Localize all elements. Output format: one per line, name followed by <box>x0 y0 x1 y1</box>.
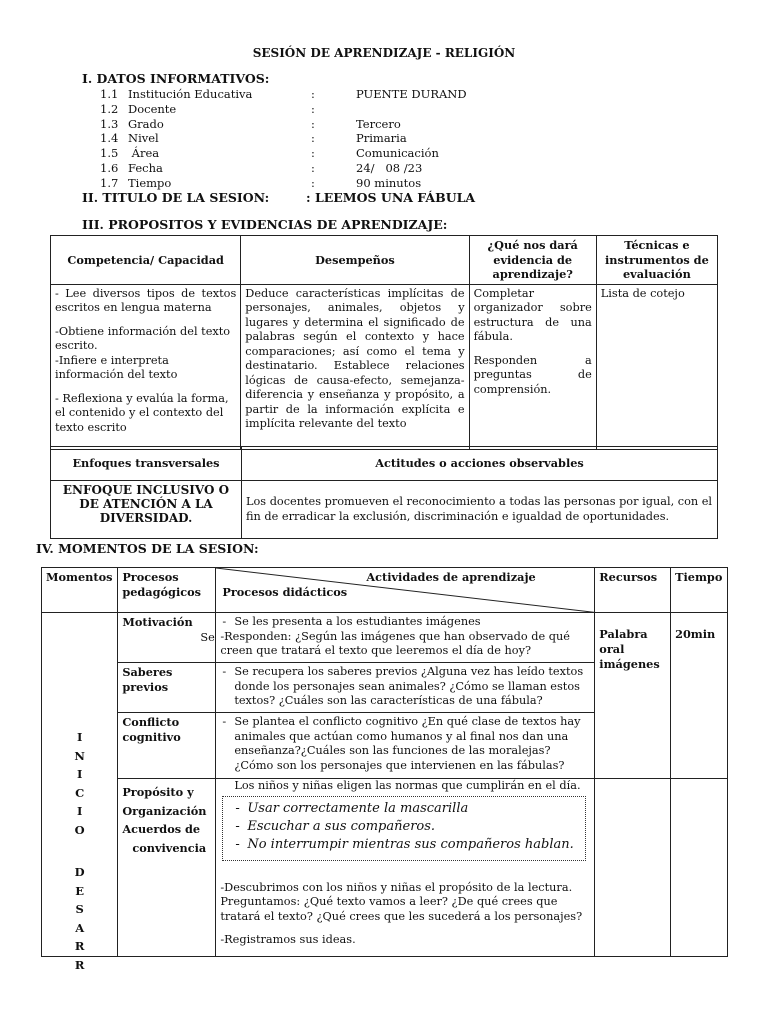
proposito-label-line: Organización <box>122 803 207 818</box>
saberes-cell <box>216 663 595 713</box>
competencia-item: - Lee diversos tipos de textos escritos en lengua materna <box>55 286 237 314</box>
header-evidencia: ¿Qué nos dará evidencia de aprendizaje? <box>469 236 596 285</box>
conflicto-label: Conflicto cognitivo <box>118 713 216 779</box>
actitud-cell: Los docentes promueven el reconocimiento a todas las personas por igual, con el fin de erradicar la exclusión, discriminación e igualdad de oportunidades. <box>242 481 718 539</box>
datos-separator: : <box>311 87 315 101</box>
proposito-p2: Preguntamos: ¿Qué texto vamos a leer? ¿De qué crees que tratará el texto? ¿Qué crees que les sucederá a los personajes? <box>220 895 583 923</box>
header-procesos: Procesos pedagógicos <box>118 568 216 613</box>
datos-separator: : <box>311 161 315 175</box>
datos-label: Área <box>128 146 160 161</box>
didacticos-label: Procesos didácticos <box>222 585 348 599</box>
evidencia-cell <box>469 284 596 449</box>
proposito-label-line: Acuerdos de <box>122 822 201 836</box>
proposito-label-line: convivencia <box>132 840 207 855</box>
proposito-p3: -Registramos sus ideas. <box>220 933 356 946</box>
actividades-label: Actividades de aprendizaje <box>366 570 536 584</box>
datos-num: 1.3 <box>100 116 119 131</box>
header-actitudes: Actitudes o acciones observables <box>242 447 718 481</box>
session-title-value: : LEEMOS UNA FÁBULA <box>306 190 476 205</box>
datos-value: Primaria <box>356 131 407 146</box>
evidencia-item: Completar organizador sobre estructura de una fábula. <box>473 286 592 343</box>
datos-num: 1.1 <box>100 87 119 101</box>
datos-label: Nivel <box>128 131 159 146</box>
header-tiempo: Tiempo <box>671 568 728 613</box>
motivacion-line2: -Responden: ¿Según las imágenes que han observado de qué creen que tratará el texto que leeremos el día de hoy? <box>220 629 570 657</box>
proposito-cell <box>216 779 595 957</box>
datos-value: Tercero <box>356 116 401 131</box>
enfoques-table <box>50 446 718 539</box>
recursos-empty <box>595 779 671 957</box>
evidencia-item: Responden a preguntas de comprensión. <box>473 353 592 396</box>
motivacion-prefix: Se <box>200 631 215 644</box>
momento-cell <box>42 613 118 972</box>
motivacion-label: Motivación <box>118 613 216 663</box>
proposito-p1: -Descubrimos con los niños y niñas el propósito de la lectura. <box>220 880 573 894</box>
datos-num: 1.4 <box>100 131 119 146</box>
tiempo-cell: 20min <box>671 613 728 779</box>
saberes-label: Saberes previos <box>118 663 216 713</box>
datos-label: Docente <box>128 101 177 116</box>
section3-heading: III. PROPOSITOS Y EVIDENCIAS DE APRENDIZAJE: <box>82 217 448 232</box>
datos-value: 24/ 08 /23 <box>356 161 423 175</box>
proposito-table <box>50 235 718 450</box>
desempenos-cell: Deduce características implícitas de personajes, animales, objetos y lugares y determina el significado de palabras según el contexto y hace comparaciones; así como el tema y destinatario. Establece relaciones lógicas de causa-efecto, semejanza-diferencia y enseñanza y propósito, a partir de la información explícita e implícita relevante del texto <box>241 284 469 449</box>
header-competencia: Competencia/ Capacidad <box>51 236 241 285</box>
header-enfoques: Enfoques transversales <box>51 447 242 481</box>
tecnicas-cell: Lista de cotejo <box>596 284 717 449</box>
saberes-text: - Se recupera los saberes previos ¿Alguna vez has leído textos donde los personajes sean animales? ¿Cómo se llaman estos textos? ¿Cuáles son las características de una fábula? <box>220 665 590 709</box>
datos-value: PUENTE DURAND <box>356 87 467 101</box>
page-title: SESIÓN DE APRENDIZAJE - RELIGIÓN <box>252 46 516 60</box>
header-momentos: Momentos <box>42 568 118 613</box>
conflicto-text: - Se plantea el conflicto cognitivo ¿En qué clase de textos hay animales que actúan como humanos y al final nos dan una enseñanza?¿Cuáles son las funciones de las moralejas? ¿Cómo son los personajes que intervienen en las fábulas? <box>220 715 590 773</box>
norma-item: - Escuchar a sus compañeros. <box>233 818 579 836</box>
datos-separator: : <box>311 116 315 131</box>
proposito-intro: Los niños y niñas eligen las normas que cumplirán en el día. <box>234 779 581 792</box>
proposito-label-line: Propósito y <box>122 785 194 799</box>
recursos-cell: Palabra oral imágenes <box>595 613 671 779</box>
datos-label: Institución Educativa <box>128 87 253 101</box>
datos-separator: : <box>311 101 315 116</box>
conflicto-cell <box>216 713 595 779</box>
momentos-table <box>41 567 728 972</box>
datos-num: 1.7 <box>100 175 119 190</box>
norma-item: - No interrumpir mientras sus compañeros hablan. <box>233 836 579 854</box>
datos-value: 90 minutos <box>356 175 422 190</box>
header-tecnicas: Técnicas e instrumentos de evaluación <box>596 236 717 285</box>
datos-label: Fecha <box>128 161 163 175</box>
datos-num: 1.6 <box>100 161 119 175</box>
proposito-label <box>118 779 216 957</box>
datos-separator: : <box>311 175 315 190</box>
datos-separator: : <box>311 146 315 161</box>
section2-heading: II. TITULO DE LA SESION: <box>82 190 270 205</box>
header-recursos: Recursos <box>595 568 671 613</box>
motivacion-line1: - Se les presenta a los estudiantes imágenes <box>220 615 590 630</box>
motivacion-cell <box>200 613 595 663</box>
header-actividades <box>216 568 595 613</box>
section4-heading: IV. MOMENTOS DE LA SESION: <box>36 541 259 556</box>
competencia-item: -Obtiene información del texto escrito. <box>55 324 231 352</box>
momento-desarrollo-label: D E S A R R <box>74 865 85 972</box>
datos-separator: : <box>311 131 315 146</box>
datos-label: Grado <box>128 116 164 131</box>
competencia-cell <box>51 284 241 449</box>
enfoque-cell: ENFOQUE INCLUSIVO O DE ATENCIÓN A LA DIVERSIDAD. <box>51 481 242 539</box>
datos-value: Comunicación <box>356 146 439 161</box>
datos-num: 1.2 <box>100 101 119 116</box>
normas-box <box>222 796 586 861</box>
norma-item: - Usar correctamente la mascarilla <box>233 800 579 818</box>
competencia-item: -Infiere e interpreta información del texto <box>55 353 178 381</box>
tiempo-empty <box>671 779 728 957</box>
datos-label: Tiempo <box>128 175 172 190</box>
competencia-item: - Reflexiona y evalúa la forma, el contenido y el contexto del texto escrito <box>55 391 229 434</box>
datos-num: 1.5 <box>100 146 119 161</box>
momento-inicio-label: I N I C I O <box>74 730 85 837</box>
section1-heading: I. DATOS INFORMATIVOS: <box>82 71 270 86</box>
header-desempenos: Desempeños <box>241 236 469 285</box>
